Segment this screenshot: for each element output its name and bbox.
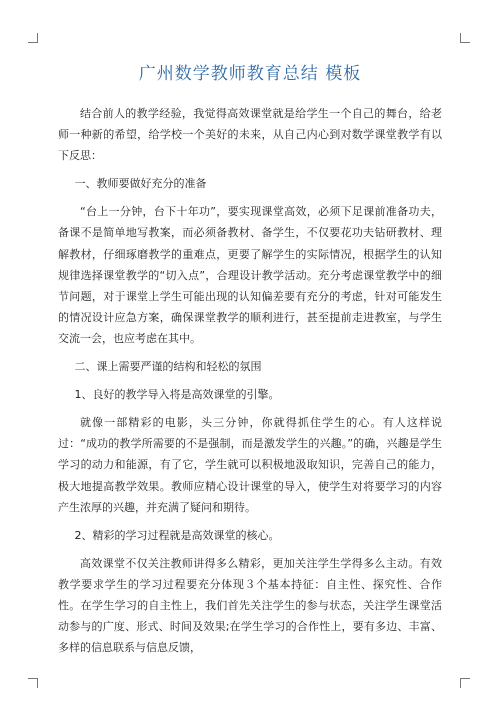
page-corner-mark-top-right (460, 33, 470, 43)
section-heading-1: 一、教师要做好充分的准备 (74, 177, 207, 191)
page-corner-mark-bottom-right (460, 678, 470, 688)
document-title: 广州数学教师教育总结 模板 (138, 64, 362, 84)
paragraph-preparation: “台上一分钟，台下十年功”，要实现课堂高效，必须下足课前准备功夫，备课不是简单地写教案，而必须备教材、备学生，不仅要花功夫钻研教材、理解教材，仔细琢磨教学的重难点，更要了解学生的实际情况，根据学生的认知规律选择课堂教学的“切入点”，合理设计教学活动。充分考虑课堂教学中的细节问题，对于课堂上学生可能出现的认知偏差要有充分的考虑，针对可能发生的情况设计应急方案，确保课堂教学的顺利进行，甚至提前走进教室，与学生交流一会，也应考虑在其中。 (58, 205, 442, 345)
subheading-2: 2、精彩的学习过程就是高效课堂的核心。 (74, 528, 280, 542)
document-body (58, 103, 442, 658)
section-heading-2: 二、课上需要严谨的结构和轻松的氛围 (74, 360, 262, 374)
page-corner-mark-bottom-left (28, 678, 38, 688)
paragraph-intro: 结合前人的教学经验，我觉得高效课堂就是给学生一个自己的舞台，给老师一种新的希望，给学校一个美好的未来，从自己内心到对数学课堂教学有以下反思： (58, 107, 442, 163)
paragraph-learning-process: 高效课堂不仅关注教师讲得多么精彩，更加关注学生学得多么主动。有效教学要求学生的学习过程要充分体现３个基本持征：自主性、探究性、合作性。在学生学习的自主性上，我们首先关注学生的参与状态，关注学生课堂活动参与的广度、形式、时间及效果;在学生学习的合作性上，要有多边、丰富、多样的信息联系与信息反馈， (58, 556, 442, 655)
subheading-1: 1、良好的教学导入将是高效课堂的引擎。 (74, 388, 280, 402)
page-corner-mark-top-left (28, 33, 38, 43)
paragraph-lesson-intro: 就像一部精彩的电影，头三分钟，你就得抓住学生的心。有人这样说过：“成功的教学所需要的不是强制，而是激发学生的兴趣。”的确，兴趣是学生学习的动力和能源，有了它，学生就可以积极地汲取知识，完善自己的能力，极大地提高教学效果。教师应精心设计课堂的导入，使学生对将要学习的内容产生浓厚的兴趣，并充满了疑问和期待。 (58, 416, 442, 514)
